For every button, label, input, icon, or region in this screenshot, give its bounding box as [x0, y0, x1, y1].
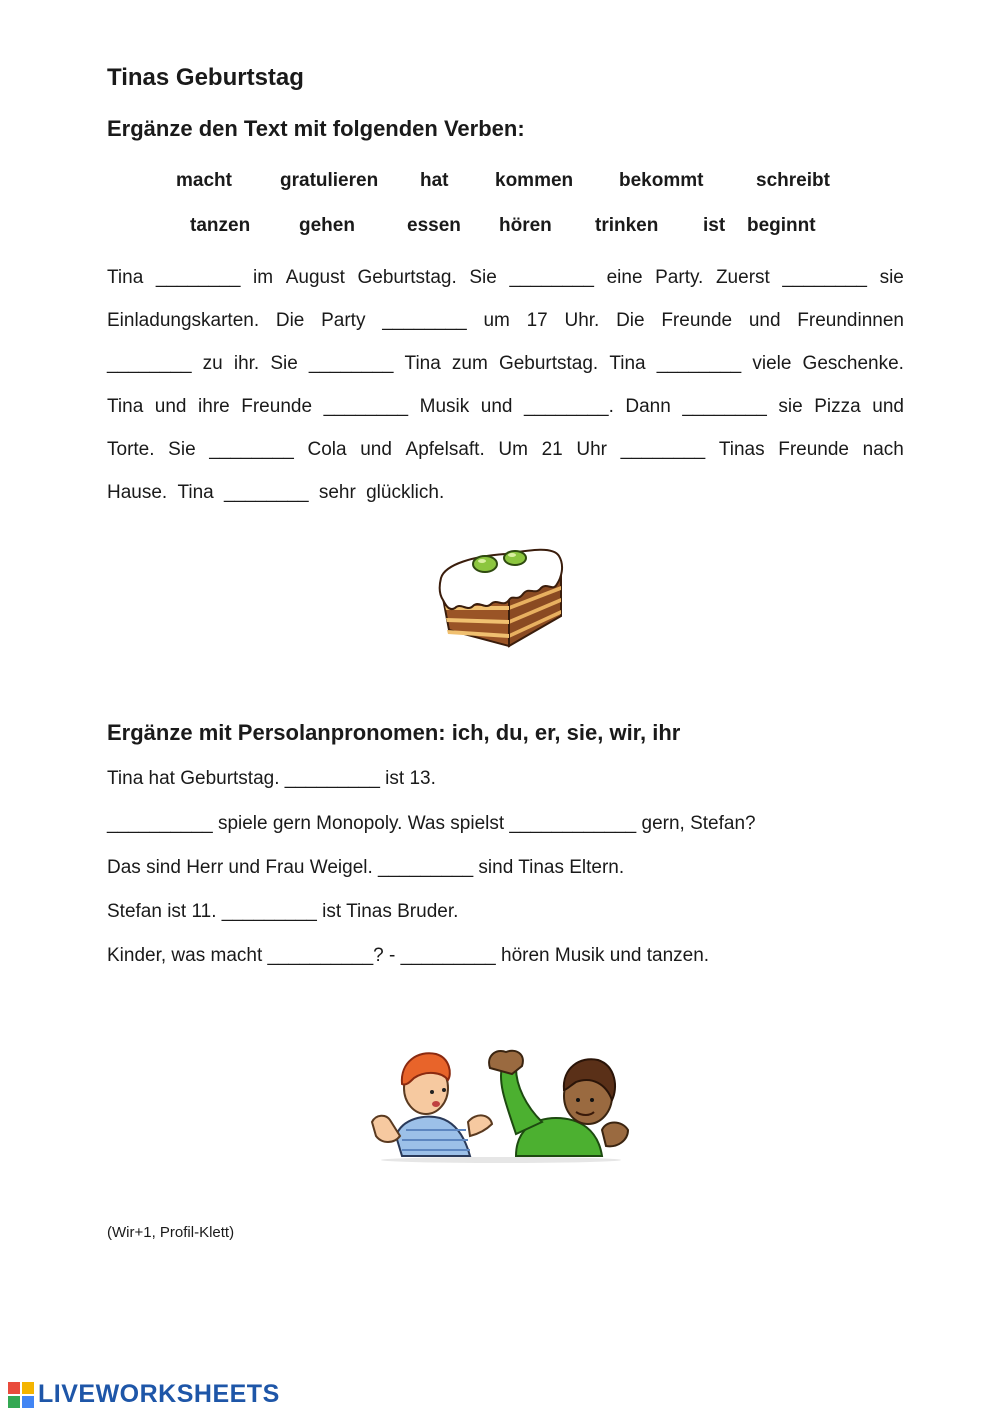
word: Die	[275, 310, 305, 331]
verb-option: beginnt	[747, 215, 816, 236]
text-line	[107, 392, 904, 435]
word: Freunde	[661, 310, 733, 331]
gap-text-paragraph	[107, 263, 904, 521]
word: im	[253, 267, 274, 288]
pronoun-exercise-line[interactable]: Kinder, was macht __________? - _________ hören Musik und tanzen.	[107, 945, 710, 966]
pronoun-exercise-line[interactable]: __________ spiele gern Monopoly. Was spielst ____________ gern, Stefan?	[107, 813, 756, 834]
word: viele	[752, 353, 792, 374]
liveworksheets-mark-icon	[8, 1382, 34, 1408]
word: ihre	[198, 396, 230, 417]
verb-option: gratulieren	[280, 170, 379, 191]
word: Torte.	[107, 439, 155, 460]
pronoun-exercise-line[interactable]: Das sind Herr und Frau Weigel. _________ sind Tinas Eltern.	[107, 857, 625, 878]
word: Party	[321, 310, 366, 331]
word: zu	[202, 353, 223, 374]
word: glücklich.	[366, 482, 445, 503]
answer-blank[interactable]: ________	[224, 482, 309, 503]
cake-icon	[435, 538, 567, 654]
word: Cola	[307, 439, 347, 460]
verb-option: bekommt	[619, 170, 704, 191]
answer-blank[interactable]: ________	[620, 439, 706, 460]
word: Freundinnen	[797, 310, 904, 331]
word: Tina	[609, 353, 646, 374]
word: Pizza	[814, 396, 861, 417]
word: Die	[616, 310, 645, 331]
verb-option: kommen	[495, 170, 574, 191]
cake-illustration	[435, 538, 567, 659]
text-line	[107, 435, 904, 478]
source-citation: (Wir+1, Profil-Klett)	[107, 1224, 235, 1241]
word: Tinas	[718, 439, 765, 460]
verb-option: ist	[703, 215, 726, 236]
word: und	[480, 396, 513, 417]
word: Freunde	[778, 439, 850, 460]
text-line	[107, 263, 904, 306]
answer-blank[interactable]: ________	[155, 267, 241, 288]
answer-blank[interactable]: ________	[308, 353, 394, 374]
liveworksheets-logo-text: LIVEWORKSHEETS	[38, 1380, 280, 1408]
word: Apfelsaft.	[405, 439, 485, 460]
word: Geburtstag.	[498, 353, 599, 374]
word: Tina	[177, 482, 214, 503]
word: 17	[526, 310, 548, 331]
text-line	[107, 349, 904, 392]
word: und	[154, 396, 187, 417]
word: Uhr.	[564, 310, 600, 331]
verb-option: macht	[176, 170, 232, 191]
text-line	[107, 306, 904, 349]
word: Tina	[107, 396, 144, 417]
answer-blank[interactable]: ________	[107, 353, 192, 374]
word: Sie	[270, 353, 298, 374]
word: Uhr	[576, 439, 607, 460]
verb-option: essen	[407, 215, 461, 236]
pronoun-exercise-line[interactable]: Tina hat Geburtstag. _________ ist 13.	[107, 768, 436, 789]
word: 21	[541, 439, 563, 460]
word: Dann	[625, 396, 671, 417]
word: Freunde	[241, 396, 313, 417]
word: ihr.	[233, 353, 260, 374]
answer-blank[interactable]: ________	[382, 310, 467, 331]
verb-option: tanzen	[190, 215, 251, 236]
word: sie	[778, 396, 803, 417]
word: nach	[862, 439, 904, 460]
word: Zuerst	[715, 267, 770, 288]
answer-blank[interactable]: ________	[209, 439, 294, 460]
verb-option: gehen	[299, 215, 355, 236]
word: Tina	[404, 353, 441, 374]
section2-heading: Ergänze mit Persolanpronomen: ich, du, er, sie, wir, ihr	[107, 720, 681, 745]
answer-blank[interactable]: ________	[323, 396, 409, 417]
word: August	[285, 267, 345, 288]
word: und	[360, 439, 392, 460]
answer-blank[interactable]: ________	[509, 267, 594, 288]
word: Hause.	[107, 482, 168, 503]
verb-option: trinken	[595, 215, 659, 236]
answer-blank[interactable]: ________	[682, 396, 767, 417]
answer-blank[interactable]: ________.	[524, 396, 614, 417]
verb-option: hat	[420, 170, 449, 191]
word: eine	[606, 267, 643, 288]
section1-heading: Ergänze den Text mit folgenden Verben:	[107, 116, 525, 141]
liveworksheets-logo[interactable]	[8, 1380, 280, 1409]
answer-blank[interactable]: ________	[656, 353, 742, 374]
verb-option: hören	[499, 215, 552, 236]
text-line	[107, 478, 904, 521]
word: um	[483, 310, 510, 331]
word: und	[872, 396, 904, 417]
word: Sie	[168, 439, 196, 460]
word: Um	[498, 439, 528, 460]
answer-blank[interactable]: ________	[782, 267, 867, 288]
word: Party.	[655, 267, 704, 288]
word: Musik	[419, 396, 470, 417]
word: Tina	[107, 267, 144, 288]
word: zum	[451, 353, 488, 374]
word: Geschenke.	[802, 353, 904, 374]
word: Geburtstag.	[357, 267, 457, 288]
word: sehr	[318, 482, 356, 503]
pronoun-exercise-line[interactable]: Stefan ist 11. _________ ist Tinas Bruder.	[107, 901, 459, 922]
word: sie	[879, 267, 904, 288]
worksheet-title: Tinas Geburtstag	[107, 64, 304, 91]
verb-option: schreibt	[756, 170, 830, 191]
two-boys-icon	[366, 1044, 636, 1164]
word: Einladungskarten.	[107, 310, 260, 331]
kids-illustration	[366, 1044, 636, 1169]
word: und	[748, 310, 781, 331]
word: Sie	[469, 267, 497, 288]
